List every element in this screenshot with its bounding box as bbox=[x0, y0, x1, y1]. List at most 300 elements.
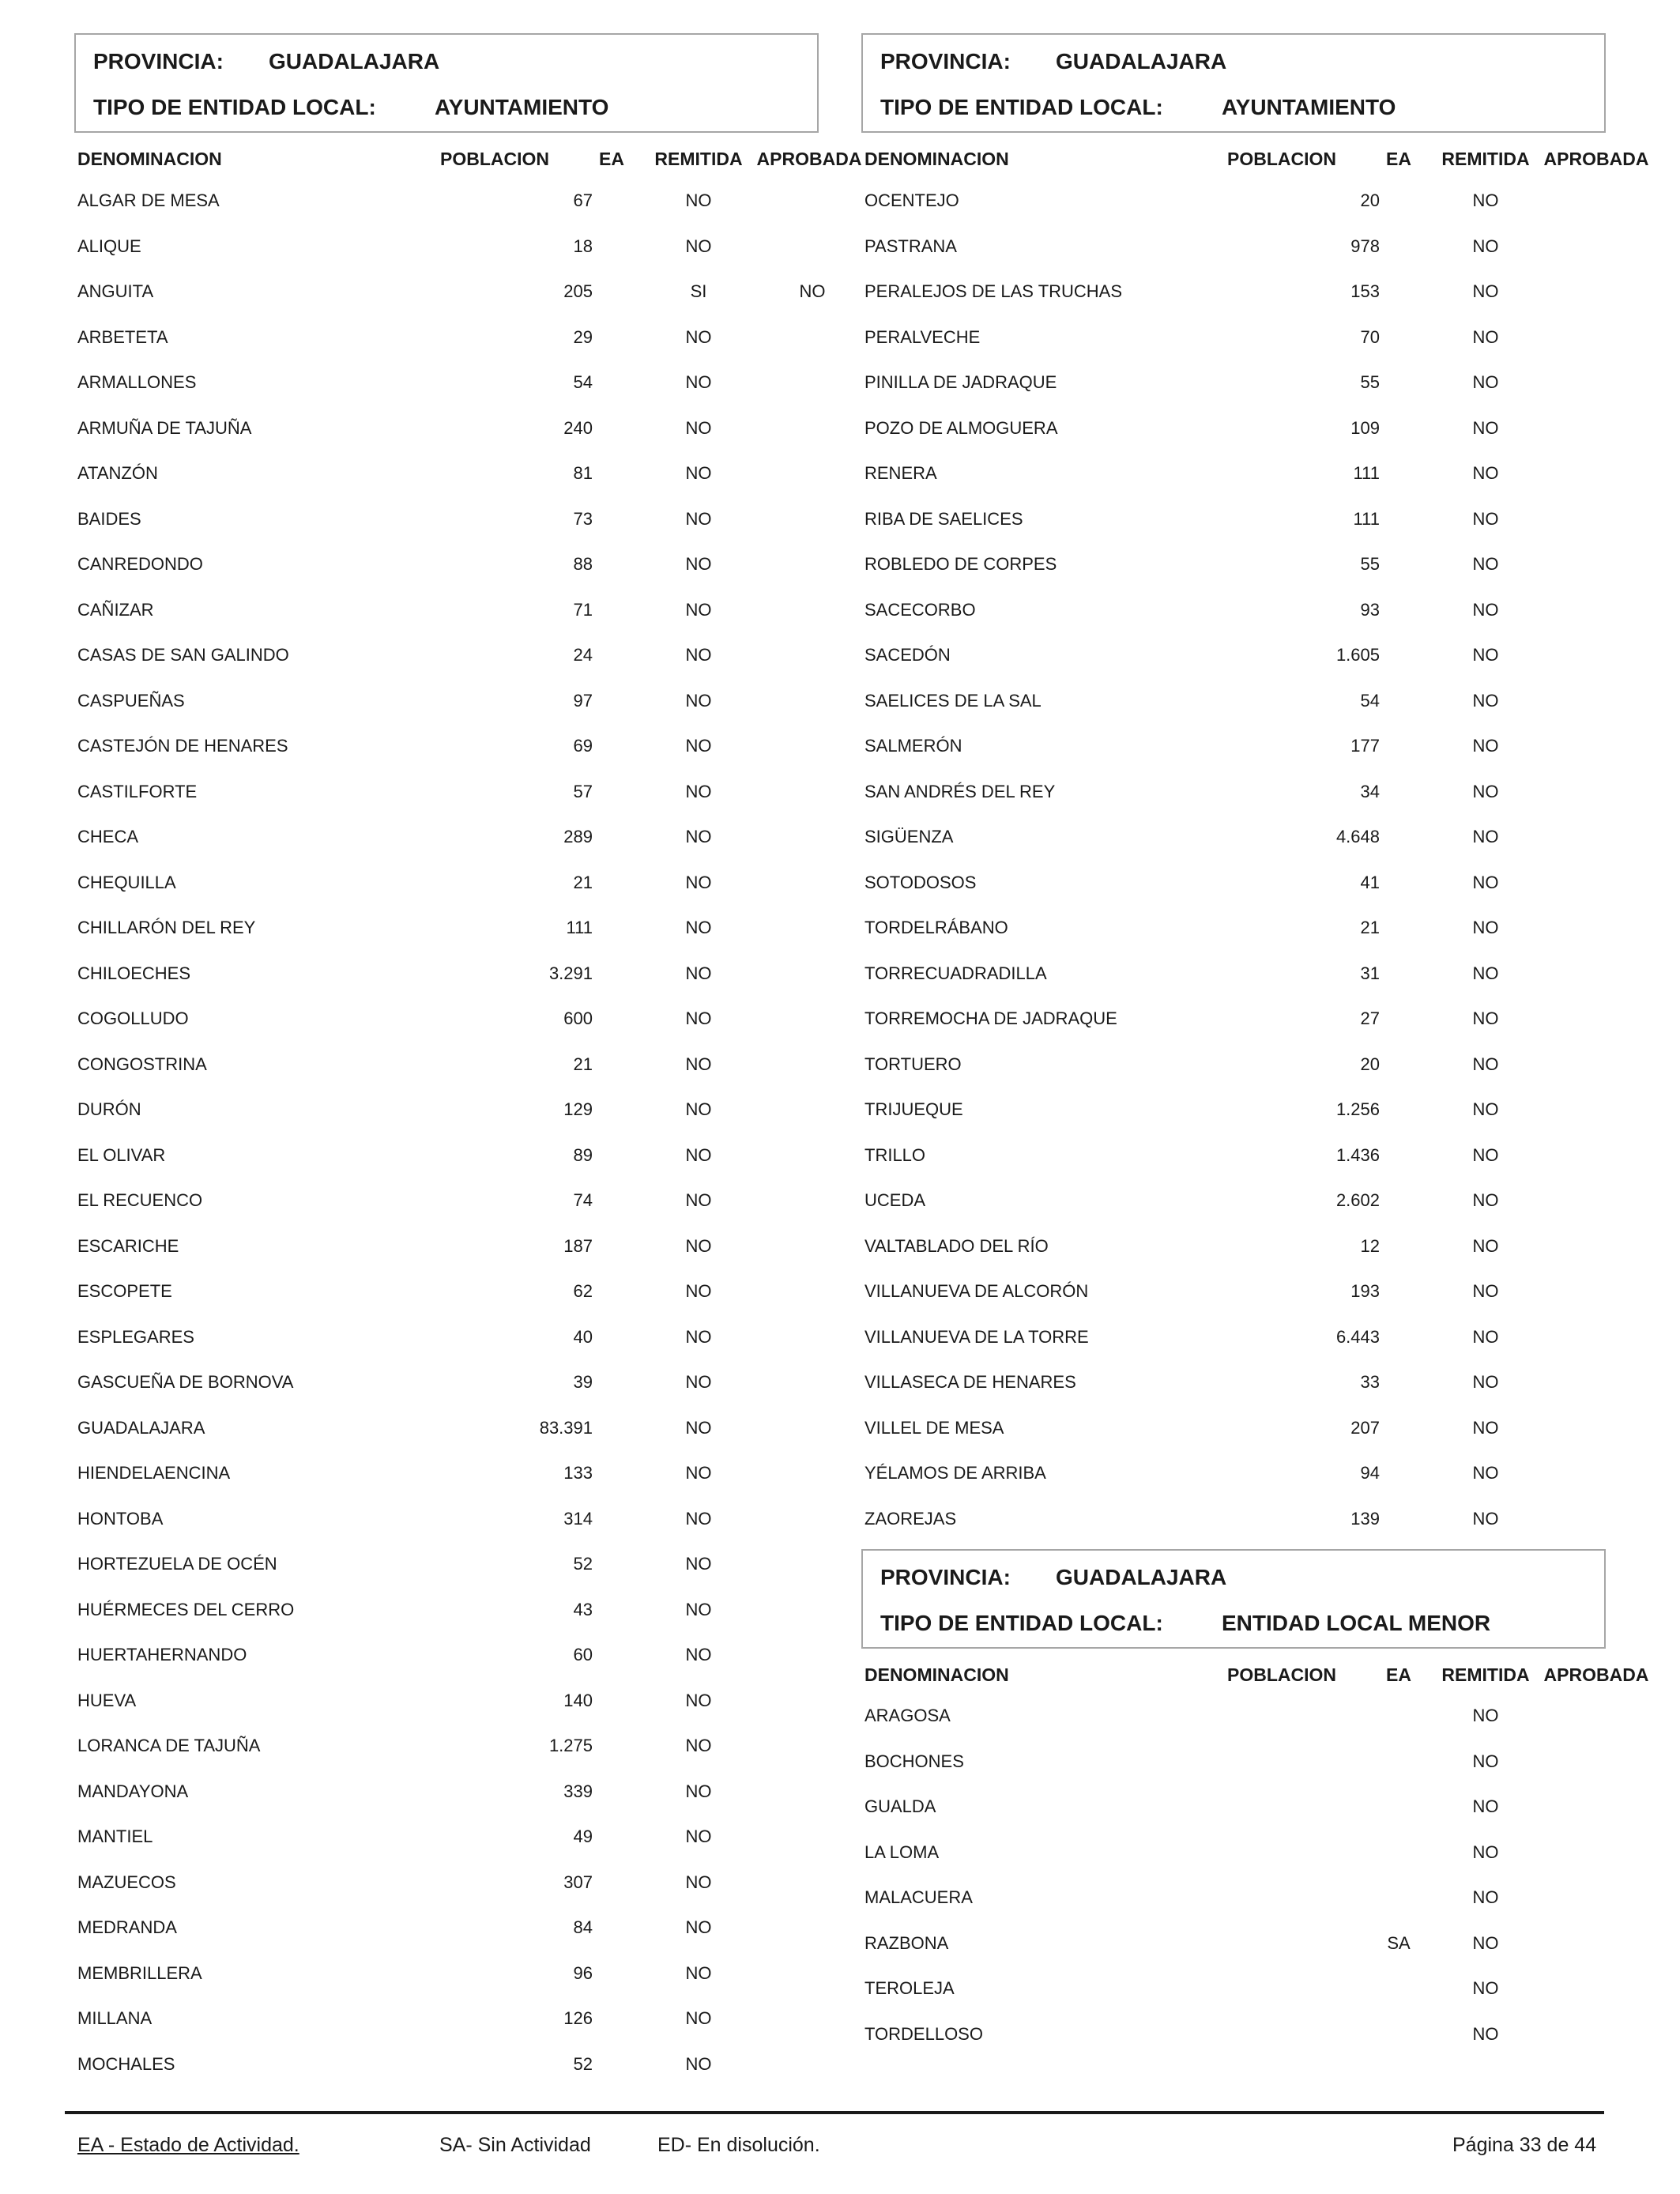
cell-remitida: NO bbox=[1472, 781, 1499, 801]
cell-remitida: NO bbox=[685, 1508, 712, 1529]
cell-denominacion: CANREDONDO bbox=[77, 554, 203, 574]
cell-denominacion: PINILLA DE JADRAQUE bbox=[864, 372, 1057, 392]
cell-denominacion: TEROLEJA bbox=[864, 1978, 955, 1998]
table-row bbox=[74, 327, 822, 373]
cell-remitida: NO bbox=[1472, 1796, 1499, 1816]
cell-denominacion: SIGÜENZA bbox=[864, 827, 954, 846]
cell-remitida: NO bbox=[685, 599, 712, 620]
cell-denominacion: HUERTAHERNANDO bbox=[77, 1645, 247, 1664]
cell-poblacion: 55 bbox=[1360, 554, 1380, 574]
cell-denominacion: HONTOBA bbox=[77, 1508, 164, 1529]
cell-poblacion: 24 bbox=[573, 645, 593, 665]
cell-poblacion: 111 bbox=[1353, 508, 1380, 529]
table-row bbox=[74, 1963, 822, 2009]
provincia-label: PROVINCIA: bbox=[880, 1565, 1011, 1589]
cell-poblacion: 71 bbox=[573, 599, 593, 620]
cell-remitida: NO bbox=[685, 1690, 712, 1710]
cell-denominacion: MANDAYONA bbox=[77, 1781, 189, 1801]
cell-remitida: NO bbox=[1472, 963, 1499, 983]
cell-poblacion: 339 bbox=[563, 1781, 593, 1801]
table-row bbox=[861, 918, 1609, 963]
cell-denominacion: OCENTEJO bbox=[864, 190, 959, 210]
table-header bbox=[74, 149, 862, 180]
cell-poblacion: 314 bbox=[563, 1508, 593, 1529]
cell-denominacion: HUÉRMECES DEL CERRO bbox=[77, 1599, 295, 1619]
cell-denominacion: LA LOMA bbox=[864, 1842, 940, 1862]
cell-poblacion: 83.391 bbox=[539, 1417, 593, 1438]
cell-poblacion: 111 bbox=[1353, 463, 1380, 483]
table-row bbox=[74, 1781, 822, 1827]
cell-remitida: NO bbox=[685, 1872, 712, 1892]
table-row bbox=[74, 1418, 822, 1464]
table-row bbox=[74, 1372, 822, 1418]
cell-poblacion: 3.291 bbox=[548, 963, 593, 983]
table-row bbox=[74, 873, 822, 918]
cell-remitida: NO bbox=[1472, 463, 1499, 483]
cell-denominacion: HORTEZUELA DE OCÉN bbox=[77, 1554, 277, 1574]
cell-denominacion: ARBETETA bbox=[77, 326, 168, 347]
cell-poblacion: 1.256 bbox=[1335, 1099, 1380, 1119]
table-row bbox=[861, 1796, 1609, 1842]
cell-remitida: NO bbox=[685, 326, 712, 347]
cell-remitida: NO bbox=[685, 1372, 712, 1392]
table-row bbox=[861, 1190, 1609, 1236]
table-row bbox=[74, 1691, 822, 1736]
cell-remitida: NO bbox=[1472, 736, 1499, 756]
cell-denominacion: ANGUITA bbox=[77, 281, 154, 301]
table-row bbox=[74, 372, 822, 418]
cell-denominacion: COGOLLUDO bbox=[77, 1008, 189, 1028]
cell-poblacion: 126 bbox=[563, 2008, 593, 2028]
cell-denominacion: MAZUECOS bbox=[77, 1872, 176, 1892]
cell-aprobada: NO bbox=[799, 281, 826, 301]
cell-denominacion: TORTUERO bbox=[864, 1054, 962, 1074]
tipo-value: AYUNTAMIENTO bbox=[1222, 95, 1396, 119]
cell-denominacion: MILLANA bbox=[77, 2008, 153, 2028]
table-row bbox=[74, 1645, 822, 1691]
cell-remitida: NO bbox=[685, 554, 712, 574]
cell-denominacion: CHILLARÓN DEL REY bbox=[77, 918, 256, 937]
col-poblacion: POBLACION bbox=[440, 149, 549, 169]
cell-denominacion: EL RECUENCO bbox=[77, 1190, 203, 1210]
cell-poblacion: 20 bbox=[1360, 190, 1380, 210]
cell-poblacion: 94 bbox=[1360, 1463, 1380, 1483]
cell-denominacion: ROBLEDO DE CORPES bbox=[864, 554, 1057, 574]
cell-denominacion: BOCHONES bbox=[864, 1751, 964, 1771]
table-row bbox=[74, 782, 822, 827]
tipo-value: ENTIDAD LOCAL MENOR bbox=[1222, 1611, 1491, 1635]
table-row bbox=[74, 2054, 822, 2100]
cell-poblacion: 69 bbox=[573, 736, 593, 756]
cell-denominacion: ZAOREJAS bbox=[864, 1508, 957, 1529]
cell-denominacion: BAIDES bbox=[77, 508, 141, 529]
ea-legend: EA - Estado de Actividad. bbox=[77, 2134, 299, 2156]
col-remitida: REMITIDA bbox=[1441, 149, 1530, 169]
cell-poblacion: 109 bbox=[1350, 417, 1380, 438]
cell-remitida: NO bbox=[1472, 236, 1499, 256]
cell-poblacion: 70 bbox=[1360, 326, 1380, 347]
cell-remitida: NO bbox=[1472, 645, 1499, 665]
col-poblacion: POBLACION bbox=[1227, 1664, 1336, 1685]
cell-remitida: NO bbox=[685, 1962, 712, 1983]
cell-poblacion: 133 bbox=[563, 1463, 593, 1483]
table-row bbox=[861, 963, 1609, 1009]
cell-poblacion: 12 bbox=[1360, 1235, 1380, 1256]
cell-poblacion: 177 bbox=[1350, 736, 1380, 756]
table-row bbox=[861, 236, 1609, 282]
cell-denominacion: ALGAR DE MESA bbox=[77, 190, 220, 210]
cell-denominacion: VILLEL DE MESA bbox=[864, 1417, 1004, 1438]
col-ea: EA bbox=[1386, 1664, 1411, 1685]
table-row bbox=[74, 691, 822, 737]
cell-remitida: NO bbox=[685, 1326, 712, 1347]
table-row bbox=[861, 736, 1609, 782]
cell-denominacion: TRILLO bbox=[864, 1144, 926, 1165]
cell-denominacion: PERALEJOS DE LAS TRUCHAS bbox=[864, 281, 1123, 301]
cell-poblacion: 2.602 bbox=[1335, 1190, 1380, 1210]
cell-denominacion: UCEDA bbox=[864, 1190, 926, 1210]
cell-denominacion: RAZBONA bbox=[864, 1932, 949, 1953]
cell-remitida: NO bbox=[685, 508, 712, 529]
table-row bbox=[861, 782, 1609, 827]
cell-remitida: NO bbox=[1472, 372, 1499, 392]
cell-remitida: NO bbox=[1472, 281, 1499, 301]
table-row bbox=[861, 827, 1609, 873]
cell-denominacion: ESCARICHE bbox=[77, 1235, 179, 1256]
cell-remitida: NO bbox=[685, 781, 712, 801]
table-row bbox=[861, 1054, 1609, 1100]
col-denominacion: DENOMINACION bbox=[864, 149, 1009, 169]
cell-poblacion: 1.436 bbox=[1335, 1144, 1380, 1165]
cell-denominacion: RENERA bbox=[864, 463, 937, 483]
table-row bbox=[74, 281, 826, 327]
cell-poblacion: 74 bbox=[573, 1190, 593, 1210]
cell-remitida: NO bbox=[1472, 1054, 1499, 1074]
cell-remitida: NO bbox=[685, 1645, 712, 1664]
cell-remitida: NO bbox=[1472, 1235, 1499, 1256]
cell-poblacion: 49 bbox=[573, 1826, 593, 1846]
cell-denominacion: PASTRANA bbox=[864, 236, 957, 256]
cell-remitida: NO bbox=[685, 236, 712, 256]
table-row bbox=[861, 327, 1609, 373]
cell-remitida: NO bbox=[1472, 1751, 1499, 1771]
cell-remitida: NO bbox=[1472, 1463, 1499, 1483]
cell-denominacion: POZO DE ALMOGUERA bbox=[864, 417, 1058, 438]
cell-poblacion: 97 bbox=[573, 690, 593, 711]
cell-denominacion: CAÑIZAR bbox=[77, 599, 154, 620]
cell-poblacion: 62 bbox=[573, 1281, 593, 1301]
cell-poblacion: 52 bbox=[573, 2053, 593, 2074]
cell-denominacion: MANTIEL bbox=[77, 1826, 153, 1846]
table-row bbox=[74, 1145, 822, 1191]
table-row bbox=[74, 1236, 822, 1282]
cell-remitida: NO bbox=[1472, 1326, 1499, 1347]
cell-remitida: NO bbox=[685, 2008, 712, 2028]
cell-denominacion: MEDRANDA bbox=[77, 1917, 177, 1937]
cell-remitida: NO bbox=[1472, 1706, 1499, 1725]
cell-denominacion: ALIQUE bbox=[77, 236, 141, 256]
cell-poblacion: 4.648 bbox=[1335, 827, 1380, 846]
cell-remitida: NO bbox=[685, 1917, 712, 1937]
table-row bbox=[74, 418, 822, 464]
cell-remitida: NO bbox=[1472, 417, 1499, 438]
table-row bbox=[861, 873, 1609, 918]
table-row bbox=[861, 1099, 1609, 1145]
cell-denominacion: VILLASECA DE HENARES bbox=[864, 1372, 1076, 1392]
table-row bbox=[861, 1145, 1609, 1191]
cell-remitida: NO bbox=[685, 963, 712, 983]
cell-poblacion: 34 bbox=[1360, 781, 1380, 801]
table-row bbox=[861, 2024, 1609, 2070]
cell-remitida: NO bbox=[685, 1235, 712, 1256]
provincia-value: GUADALAJARA bbox=[1056, 1565, 1227, 1589]
cell-poblacion: 43 bbox=[573, 1599, 593, 1619]
table-row bbox=[74, 1554, 822, 1600]
table-row bbox=[74, 918, 822, 963]
table-row bbox=[74, 554, 822, 600]
table-row bbox=[74, 236, 822, 282]
tipo-label: TIPO DE ENTIDAD LOCAL: bbox=[93, 95, 376, 119]
table-row bbox=[74, 1872, 822, 1918]
cell-denominacion: TORDELLOSO bbox=[864, 2023, 983, 2044]
cell-remitida: SI bbox=[690, 281, 707, 301]
table-row bbox=[74, 1190, 822, 1236]
cell-remitida: NO bbox=[685, 1008, 712, 1028]
cell-poblacion: 40 bbox=[573, 1326, 593, 1347]
cell-denominacion: ESPLEGARES bbox=[77, 1326, 194, 1347]
cell-remitida: NO bbox=[1472, 2023, 1499, 2044]
cell-poblacion: 81 bbox=[573, 463, 593, 483]
cell-poblacion: 600 bbox=[563, 1008, 593, 1028]
cell-poblacion: 140 bbox=[563, 1690, 593, 1710]
cell-poblacion: 240 bbox=[563, 417, 593, 438]
cell-remitida: NO bbox=[1472, 872, 1499, 892]
table-row bbox=[861, 1327, 1609, 1373]
section-header-box bbox=[861, 1549, 1606, 1649]
cell-poblacion: 39 bbox=[573, 1372, 593, 1392]
cell-denominacion: YÉLAMOS DE ARRIBA bbox=[864, 1463, 1046, 1483]
cell-remitida: NO bbox=[685, 1190, 712, 1210]
cell-poblacion: 67 bbox=[573, 190, 593, 210]
cell-poblacion: 1.275 bbox=[548, 1736, 593, 1755]
cell-denominacion: ARMALLONES bbox=[77, 372, 197, 392]
cell-poblacion: 307 bbox=[563, 1872, 593, 1892]
cell-remitida: NO bbox=[685, 1054, 712, 1074]
cell-remitida: NO bbox=[685, 190, 712, 210]
cell-denominacion: PERALVECHE bbox=[864, 326, 981, 347]
cell-poblacion: 60 bbox=[573, 1645, 593, 1664]
cell-denominacion: CHECA bbox=[77, 827, 139, 846]
cell-denominacion: SAELICES DE LA SAL bbox=[864, 690, 1042, 711]
cell-remitida: NO bbox=[1472, 1508, 1499, 1529]
cell-denominacion: HUEVA bbox=[77, 1690, 137, 1710]
cell-denominacion: CONGOSTRINA bbox=[77, 1054, 207, 1074]
cell-poblacion: 205 bbox=[563, 281, 593, 301]
table-row bbox=[861, 1978, 1609, 2024]
cell-poblacion: 289 bbox=[563, 827, 593, 846]
cell-denominacion: VALTABLADO DEL RÍO bbox=[864, 1235, 1049, 1256]
table-row bbox=[861, 281, 1609, 327]
table-row bbox=[74, 827, 822, 873]
cell-remitida: NO bbox=[685, 1554, 712, 1574]
cell-denominacion: TORDELRÁBANO bbox=[864, 918, 1008, 937]
cell-remitida: NO bbox=[685, 645, 712, 665]
cell-denominacion: SALMERÓN bbox=[864, 736, 962, 756]
table-header bbox=[861, 1664, 1649, 1696]
cell-denominacion: MALACUERA bbox=[864, 1887, 973, 1907]
cell-denominacion: GUADALAJARA bbox=[77, 1417, 205, 1438]
table-row bbox=[861, 600, 1609, 646]
cell-denominacion: TRIJUEQUE bbox=[864, 1099, 963, 1119]
cell-remitida: NO bbox=[685, 827, 712, 846]
cell-denominacion: EL OLIVAR bbox=[77, 1144, 166, 1165]
cell-poblacion: 139 bbox=[1350, 1508, 1380, 1529]
cell-remitida: NO bbox=[1472, 1978, 1499, 1998]
table-row bbox=[74, 1463, 822, 1509]
table-row bbox=[74, 1826, 822, 1872]
cell-denominacion: MEMBRILLERA bbox=[77, 1962, 202, 1983]
cell-poblacion: 54 bbox=[573, 372, 593, 392]
page-number: Página 33 de 44 bbox=[1452, 2134, 1597, 2156]
table-row bbox=[861, 418, 1609, 464]
cell-remitida: NO bbox=[1472, 1099, 1499, 1119]
table-row bbox=[861, 1751, 1609, 1797]
cell-remitida: NO bbox=[1472, 1842, 1499, 1862]
cell-remitida: NO bbox=[1472, 1932, 1499, 1953]
cell-denominacion: MOCHALES bbox=[77, 2053, 175, 2074]
cell-remitida: NO bbox=[685, 1099, 712, 1119]
provincia-label: PROVINCIA: bbox=[880, 49, 1011, 74]
cell-denominacion: ARAGOSA bbox=[864, 1706, 951, 1725]
cell-poblacion: 1.605 bbox=[1335, 645, 1380, 665]
table-body bbox=[861, 1706, 1609, 2069]
cell-remitida: NO bbox=[685, 736, 712, 756]
cell-denominacion: ARMUÑA DE TAJUÑA bbox=[77, 417, 252, 438]
cell-remitida: NO bbox=[685, 1463, 712, 1483]
cell-poblacion: 33 bbox=[1360, 1372, 1380, 1392]
ed-legend: ED- En disolución. bbox=[657, 2134, 820, 2156]
table-row bbox=[74, 1917, 822, 1963]
table-row bbox=[74, 190, 822, 236]
cell-remitida: NO bbox=[685, 690, 712, 711]
table-row bbox=[74, 1054, 822, 1100]
cell-denominacion: GUALDA bbox=[864, 1796, 936, 1816]
table-row bbox=[861, 554, 1609, 600]
table-row bbox=[861, 1706, 1609, 1751]
table-row bbox=[74, 963, 822, 1009]
cell-remitida: NO bbox=[1472, 1372, 1499, 1392]
cell-remitida: NO bbox=[1472, 599, 1499, 620]
cell-poblacion: 193 bbox=[1350, 1281, 1380, 1301]
cell-ea: SA bbox=[1387, 1932, 1411, 1953]
cell-denominacion: HIENDELAENCINA bbox=[77, 1463, 231, 1483]
footer-divider bbox=[65, 2111, 1604, 2114]
cell-remitida: NO bbox=[1472, 1887, 1499, 1907]
cell-denominacion: SACECORBO bbox=[864, 599, 976, 620]
cell-remitida: NO bbox=[1472, 827, 1499, 846]
cell-poblacion: 89 bbox=[573, 1144, 593, 1165]
cell-poblacion: 84 bbox=[573, 1917, 593, 1937]
cell-poblacion: 20 bbox=[1360, 1054, 1380, 1074]
table-row bbox=[861, 1236, 1609, 1282]
cell-denominacion: SAN ANDRÉS DEL REY bbox=[864, 781, 1056, 801]
table-header bbox=[861, 149, 1649, 180]
cell-denominacion: VILLANUEVA DE ALCORÓN bbox=[864, 1281, 1089, 1301]
cell-poblacion: 93 bbox=[1360, 599, 1380, 620]
table-row bbox=[861, 1372, 1609, 1418]
cell-denominacion: ATANZÓN bbox=[77, 463, 158, 483]
cell-remitida: NO bbox=[1472, 508, 1499, 529]
cell-poblacion: 129 bbox=[563, 1099, 593, 1119]
cell-poblacion: 57 bbox=[573, 781, 593, 801]
table-row bbox=[861, 1887, 1609, 1933]
col-denominacion: DENOMINACION bbox=[864, 1664, 1009, 1685]
cell-denominacion: CHEQUILLA bbox=[77, 872, 176, 892]
provincia-value: GUADALAJARA bbox=[269, 49, 440, 74]
table-row bbox=[74, 1509, 822, 1555]
table-row bbox=[861, 1463, 1609, 1509]
cell-remitida: NO bbox=[685, 2053, 712, 2074]
cell-remitida: NO bbox=[685, 872, 712, 892]
provincia-label: PROVINCIA: bbox=[93, 49, 224, 74]
table-row bbox=[861, 1933, 1609, 1979]
table-row bbox=[74, 1099, 822, 1145]
cell-poblacion: 88 bbox=[573, 554, 593, 574]
table-row bbox=[861, 463, 1609, 509]
cell-remitida: NO bbox=[1472, 326, 1499, 347]
cell-poblacion: 111 bbox=[566, 918, 593, 937]
cell-remitida: NO bbox=[1472, 690, 1499, 711]
cell-poblacion: 978 bbox=[1350, 236, 1380, 256]
table-row bbox=[74, 463, 822, 509]
cell-denominacion: CASAS DE SAN GALINDO bbox=[77, 645, 289, 665]
col-ea: EA bbox=[599, 149, 624, 169]
col-aprobada: APROBADA bbox=[1543, 1664, 1649, 1685]
cell-remitida: NO bbox=[685, 1281, 712, 1301]
cell-denominacion: CASTEJÓN DE HENARES bbox=[77, 736, 288, 756]
cell-remitida: NO bbox=[1472, 190, 1499, 210]
col-remitida: REMITIDA bbox=[654, 149, 743, 169]
table-row bbox=[74, 645, 822, 691]
cell-poblacion: 73 bbox=[573, 508, 593, 529]
cell-remitida: NO bbox=[685, 372, 712, 392]
cell-poblacion: 21 bbox=[573, 1054, 593, 1074]
table-row bbox=[861, 509, 1609, 555]
col-poblacion: POBLACION bbox=[1227, 149, 1336, 169]
cell-remitida: NO bbox=[685, 463, 712, 483]
provincia-value: GUADALAJARA bbox=[1056, 49, 1227, 74]
cell-poblacion: 31 bbox=[1360, 963, 1380, 983]
cell-poblacion: 21 bbox=[1360, 918, 1380, 937]
cell-remitida: NO bbox=[685, 1417, 712, 1438]
table-row bbox=[861, 691, 1609, 737]
cell-poblacion: 6.443 bbox=[1335, 1326, 1380, 1347]
cell-poblacion: 18 bbox=[573, 236, 593, 256]
table-row bbox=[74, 600, 822, 646]
cell-poblacion: 27 bbox=[1360, 1008, 1380, 1028]
table-row bbox=[74, 1600, 822, 1646]
table-row bbox=[861, 1509, 1609, 1555]
col-denominacion: DENOMINACION bbox=[77, 149, 222, 169]
cell-denominacion: GASCUEÑA DE BORNOVA bbox=[77, 1372, 294, 1392]
tipo-label: TIPO DE ENTIDAD LOCAL: bbox=[880, 95, 1163, 119]
table-row bbox=[861, 1008, 1609, 1054]
table-body bbox=[861, 190, 1609, 1554]
table-row bbox=[74, 1008, 822, 1054]
section-header-box bbox=[74, 33, 819, 133]
cell-poblacion: 41 bbox=[1360, 872, 1380, 892]
cell-remitida: NO bbox=[685, 1599, 712, 1619]
